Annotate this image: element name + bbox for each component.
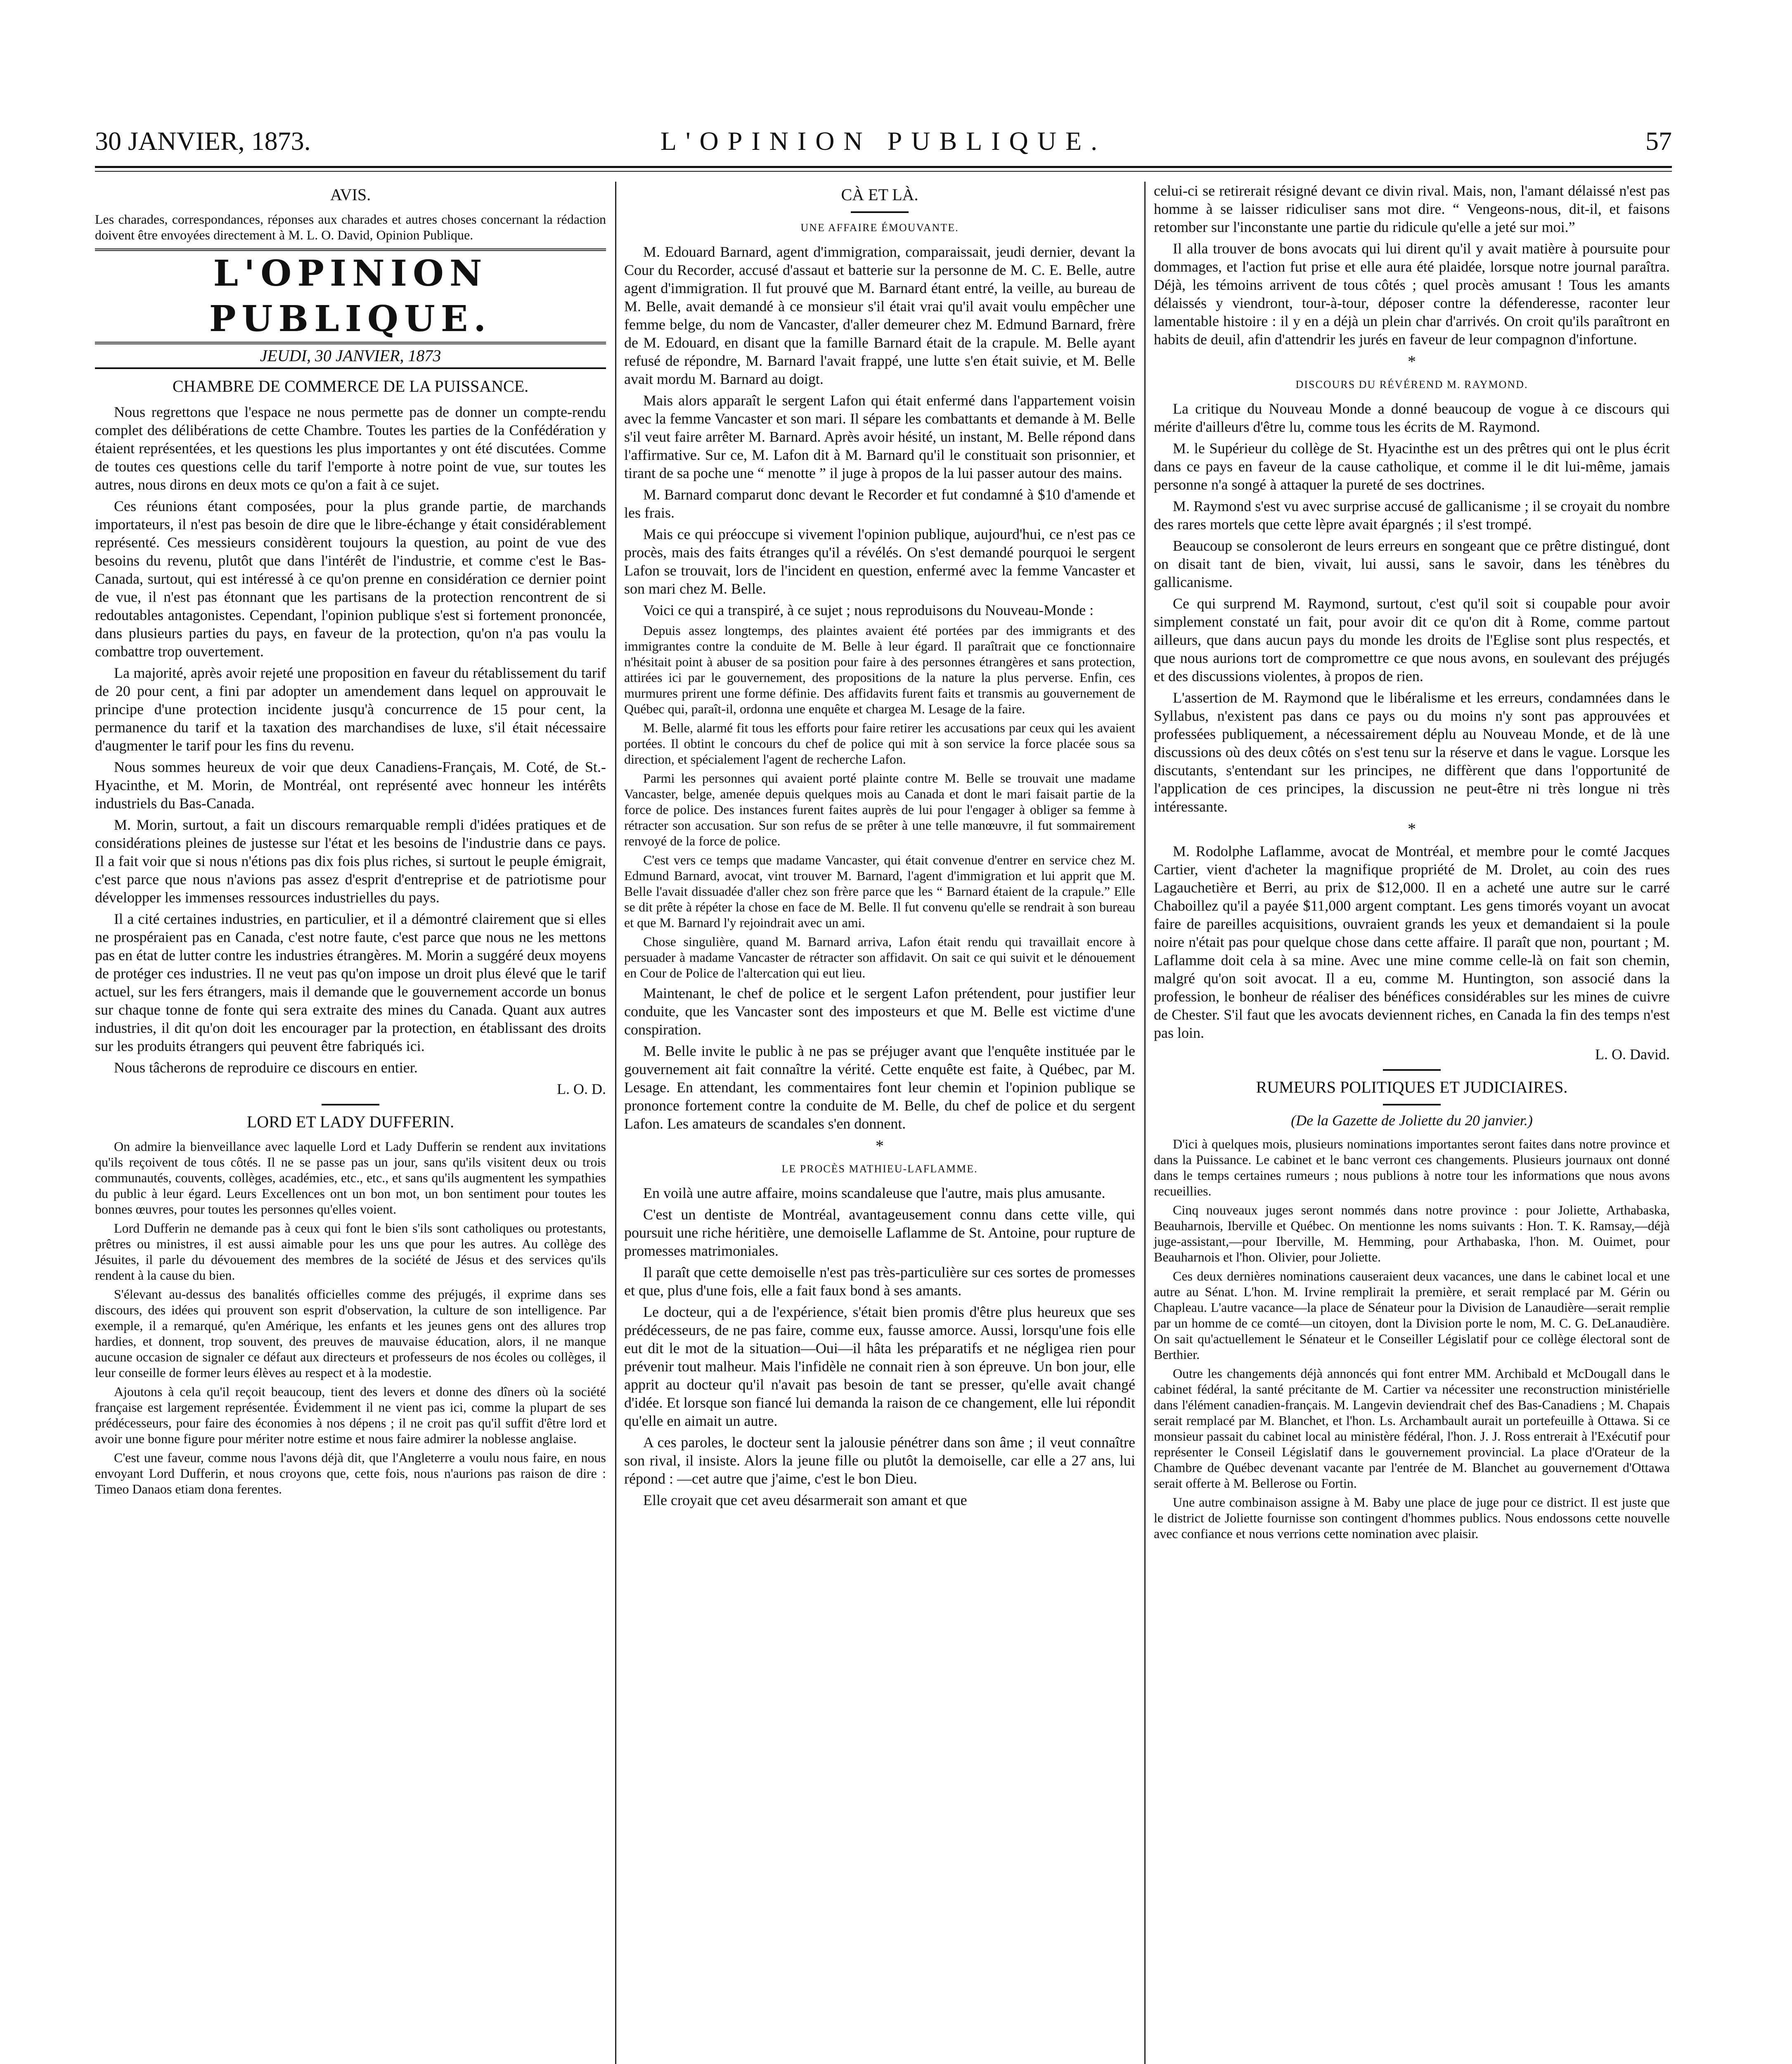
article-title: CÀ ET LÀ. (841, 185, 918, 204)
article-title: RUMEURS POLITIQUES ET JUDICIAIRES. (1256, 1078, 1568, 1096)
paragraph: Voici ce qui a transpiré, à ce sujet ; nous reproduisons du Nouveau-Monde : (643, 602, 1094, 618)
paragraph: M. Raymond s'est vu avec surprise accusé de gallicanisme ; il se croyait du nombre des rares mortels que cette lèpre avait épargnés ; il s'est trompé. (1154, 498, 1670, 533)
column-2 (624, 182, 1135, 1512)
header-date: 30 JANVIER, 1873. (95, 126, 311, 156)
paragraph: Nous sommes heureux de voir que deux Canadiens-Français, M. Coté, de St.-Hyacinthe, et M. Morin, de Montréal, ont représenté avec honneur les intérêts industriels du Bas-Canada. (95, 759, 606, 812)
avis-notice (95, 184, 606, 243)
paragraph: La majorité, après avoir rejeté une proposition en faveur du rétablissement du tarif de 20 pour cent, a fini par adopter un amendement dans lequel on approuvait le principe d'une protection incidente jusqu'à concurrence de 15 pour cent, la permanence du tarif et la taxation des marchandises de luxe, s'il était nécessaire d'augmenter le tarif pour les fins du revenu. (95, 665, 606, 754)
avis-title: AVIS. (330, 185, 371, 204)
paragraph: A ces paroles, le docteur sent la jalousie pénétrer dans son âme ; il veut connaître son rival, il insiste. Alors la jeune fille ou plutôt la demoiselle, car elle a 27 ans, lui répond : —cet autre que j'aime, c'est le bon Dieu. (624, 1434, 1135, 1487)
paragraph: Outre les changements déjà annoncés qui font entrer MM. Archibald et McDougall dans le cabinet fédéral, la santé précitante de M. Cartier va nécessiter une reconstruction ministérielle dans l'élément canadien-français. M. Langevin deviendrait chef des Bas-Canadiens ; M. Chapais serait remplacé par M. Blanchet, et l'hon. Ls. Archambault aurait un portefeuille à Ottawa. Si ce monsieur passait du cabinet local au ministère fédéral, l'hon. J. J. Ross entrerait à l'Exécutif pour représenter le Conseil Législatif dans le gouvernement provincial. La place d'Orateur de la Chambre de Québec devenant vacante par l'entrée de M. Blanchet au gouvernement d'Ottawa serait offerte à M. Bellerose ou Fortin. (1154, 1366, 1670, 1491)
section-stars: * (1408, 819, 1416, 838)
signature: L. O. D. (557, 1081, 606, 1097)
paragraph: C'est une faveur, comme nous l'avons déjà dit, que l'Angleterre a voulu nous faire, en nous envoyant Lord Dufferin, et nous croyons que, cette fois, nous n'aurions pas raison de dire : Timeo Danaos etiam dona ferentes. (95, 1450, 606, 1496)
paragraph: Mais alors apparaît le sergent Lafon qui était enfermé dans l'appartement voisin avec la femme Vancaster et son mari. Il sépare les combattants et demande à M. Belle s'il veut faire arrêter M. Barnard. Après avoir hésité, un instant, M. Belle répond dans l'affirmative. Sur ce, M. Lafon dit à M. Barnard qu'il le constituait son prisonnier, et tirant de sa poche une “ menotte ” il juge à propos de la lui passer autour des mains. (624, 392, 1135, 481)
paragraph: M. le Supérieur du collège de St. Hyacinthe est un des prêtres qui ont le plus écrit dans ce pays en faveur de la cause catholique, et comme il le dit lui-même, jamais personne n'a songé à attaquer la pureté de ses doctrines. (1154, 440, 1670, 493)
quoted-paragraph: Parmi les personnes qui avaient porté plainte contre M. Belle se trouvait une madame Vancaster, belge, amenée depuis quelques mois au Canada et dont le mari faisait partie de la force de police. Des instances furent faites auprès de lui pour l'engager à obliger sa femme à rétracter son accusation. Sur son refus de se prêter à une telle manœuvre, il fut sommairement renvoyé de la force de police. (624, 771, 1135, 848)
paragraph: Elle croyait que cet aveu désarmerait son amant et que (643, 1492, 967, 1508)
paragraph: Maintenant, le chef de police et le sergent Lafon prétendent, pour justifier leur conduite, que les Vancaster sont des imposteurs et que M. Belle est victime d'une conspiration. (624, 985, 1135, 1038)
separator-rule (1383, 1069, 1441, 1071)
source-dateline: (De la Gazette de Joliette du 20 janvier.) (1291, 1112, 1533, 1129)
column-1 (95, 182, 606, 1500)
paragraph: La critique du Nouveau Monde a donné beaucoup de vogue à ce discours qui mérite d'ailleurs d'être lu, comme tous les écrits de M. Raymond. (1154, 400, 1670, 435)
article-title: CHAMBRE DE COMMERCE DE LA PUISSANCE. (172, 377, 529, 395)
paragraph: Il alla trouver de bons avocats qui lui dirent qu'il y avait matière à poursuite pour dommages, et l'action fut prise et elle aura été plaidée, lorsque notre journal paraîtra. Déjà, les témoins arrivent de tous côtés ; quel procès amusant ! Tous les amants délaissés y viendront, tour-à-tour, déposer contre la défenderesse, raconter leur lamentable histoire : il y en a déjà un plein char d'arrivés. On croit qu'ils paraîtront en habits de deuil, afin d'attendrir les jurés en faveur de leur compagnon d'infortune. (1154, 240, 1670, 348)
paragraph: Il paraît que cette demoiselle n'est pas très-particulière sur ces sortes de promesses et que, plus d'une fois, elle a fait faux bond à ses amants. (624, 1264, 1135, 1299)
paragraph: celui-ci se retirerait résigné devant ce divin rival. Mais, non, l'amant délaissé n'est pas homme à se laisser ridiculiser sans mot dire. “ Vengeons-nous, dit-il, et faisons retomber sur l'inconstante une partie du ridicule qu'elle a jeté sur moi.” (1154, 182, 1670, 235)
paragraph: Cinq nouveaux juges seront nommés dans notre province : pour Joliette, Arthabaska, Beauharnois, Iberville et Québec. On mentionne les noms suivants : Hon. T. K. Ramsay,—déjà juge-assistant,—pour Iberville, M. Hemming, pour Arthabaska, l'hon. M. Ouimet, pour Beauharnois et l'hon. Olivier, pour Joliette. (1154, 1202, 1670, 1264)
page-header (95, 121, 1672, 166)
paragraph: M. Barnard comparut donc devant le Recorder et fut condamné à $10 d'amende et les frais. (624, 486, 1135, 521)
paragraph: Nous regrettons que l'espace ne nous permette pas de donner un compte-rendu complet des délibérations de cette Chambre. Toutes les parties de la Confédération y étaient représentées, et les questions les plus importantes y ont été discutées. Comme de toutes ces questions celle du tarif l'emporte à notre point de vue, sur toutes les autres, nous dirons en deux mots ce qu'on a fait à ce sujet. (95, 404, 606, 493)
paragraph: Ces réunions étant composées, pour la plus grande partie, de marchands importateurs, il n'est pas besoin de dire que le libre-échange y était considérablement représenté. Ces messieurs considèrent toujours la question, au point de vue des besoins du revenu, plutôt que dans l'intérêt de l'industrie, et comme c'est le Bas-Canada, surtout, qui est intéressé à ce qu'on prenne en considération ce dernier point de vue, il n'est pas étonnant que les partisans de la protection rencontrent de si redoutables antagonistes. Cependant, l'opinion publique s'est si fortement prononcée, dans plusieurs parties du pays, en faveur de la protection, qu'on n'a pas voulu la combattre trop ouvertement. (95, 498, 606, 660)
paragraph: L'assertion de M. Raymond que le libéralisme et les erreurs, condamnées dans le Syllabus, n'existent pas dans ce pays ou du moins n'y sont pas approuvées et professées publiquement, a nécessairement déplu au Nouveau Monde, et de là une discussions où des deux côtés on s'est tenu sur la réserve et dans le vague. Lorsque les discutants, s'entendant sur les principes, ne diffèrent que dans l'opportunité de l'application de ces principes, la discussion ne peut-être ni très longue ni très intéressante. (1154, 689, 1670, 815)
article-title: LORD ET LADY DUFFERIN. (246, 1112, 455, 1131)
section-stars: * (876, 1136, 884, 1155)
paragraph: D'ici à quelques mois, plusieurs nominations importantes seront faites dans notre province et dans la Puissance. Le cabinet et le banc verront ces changements. Plusieurs journaux ont donné dans le temps certaines rumeurs ; nous publions à notre tour les informations que nous avons recueillies. (1154, 1136, 1670, 1198)
masthead: L'OPINION PUBLIQUE. (95, 249, 606, 344)
paragraph: Lord Dufferin ne demande pas à ceux qui font le bien s'ils sont catholiques ou protestants, prêtres ou ministres, il est aussi aimable pour les uns que pour les autres. Au collège des Jésuites, il parle du dévouement des membres de la société de Jésus et des services qu'ils rendent à la cause du bien. (95, 1221, 606, 1283)
section-subtitle: LE PROCÈS MATHIEU-LAFLAMME. (781, 1163, 978, 1175)
section-subtitle: DISCOURS DU RÉVÉREND M. RAYMOND. (1295, 379, 1528, 391)
section-subtitle: UNE AFFAIRE ÉMOUVANTE. (800, 222, 959, 234)
separator-rule (322, 1104, 379, 1105)
paragraph: S'élevant au-dessus des banalités officielles comme des préjugés, il exprime dans ses discours, des idées qui prouvent son esprit d'observation, la culture de son intelligence. Par exemple, il a remarqué, qu'en Amérique, les enfants et les jeunes gens ont des allures trop hardies, et donnent, trop souvent, des preuves de mauvaise éducation, alors, il ne manque aucune occasion de signaler ce défaut aux directeurs et professeurs de nos écoles ou collèges, il leur conseille de former leurs élèves au respect et à la modestie. (95, 1287, 606, 1380)
paragraph: Beaucoup se consoleront de leurs erreurs en songeant que ce prêtre distingué, dont on disait tant de bien, vivait, lui aussi, sans le savoir, dans les ténèbres du gallicanisme. (1154, 537, 1670, 590)
column-3 (1154, 182, 1670, 1545)
quoted-paragraph: M. Belle, alarmé fit tous les efforts pour faire retirer les accusations par ceux qui les avaient portées. Il obtint le concours du chef de police qui mit à son service la force placée sous sa direction, et spécialement l'agent de recherche Lafon. (624, 720, 1135, 767)
column-divider (1144, 182, 1146, 2064)
header-title: L'OPINION PUBLIQUE. (660, 126, 1107, 156)
paragraph: On admire la bienveillance avec laquelle Lord et Lady Dufferin se rendent aux invitations qu'ils reçoivent de tous côtés. Il ne se passe pas un jour, sans qu'ils visitent deux ou trois communautés, couvents, collèges, académies, etc., etc., et sans qu'ils augmentent les sympathies du public à leur égard. Leurs Excellences ont un bon mot, un bon sentiment pour toutes les bonnes œuvres, pour toutes les personnes qu'elles voient. (95, 1139, 606, 1217)
column-divider (615, 182, 616, 2064)
quoted-paragraph: Chose singulière, quand M. Barnard arriva, Lafon était rendu qui travaillait encore à persuader à madame Vancaster de rétracter son affidavit. On sait ce qui suivit et le dénouement en Cour de Police de l'altercation qui eut lieu. (624, 934, 1135, 980)
paragraph: Nous tâcherons de reproduire ce discours en entier. (114, 1059, 418, 1076)
paragraph: Mais ce qui préoccupe si vivement l'opinion publique, aujourd'hui, ce n'est pas ce procès, mais des faits étranges qu'il a révélés. On s'est demandé pourquoi le sergent Lafon se trouvait, lors de l'incident en question, enfermé avec la femme Vancaster et son mari chez M. Belle. (624, 526, 1135, 597)
avis-text: Les charades, correspondances, réponses aux charades et autres choses concernant la rédaction doivent être envoyées directement à M. L. O. David, Opinion Publique. (95, 212, 606, 242)
paragraph: Il a cité certaines industries, en particulier, et il a démontré clairement que si elles ne prospéraient pas en Canada, c'est notre faute, c'est parce que nous ne les mettons pas en état de lutter contre les industries étrangères. M. Morin a suggéré deux moyens de protéger ces industries. Il ne veut pas qu'on impose un droit plus élevé que le tarif actuel, sur les fers étrangers, mais il demande que le gouvernement accorde un bonus sur chaque tonne de fonte qui sera extraite des mines du Canada. Quant aux autres industries, il dit qu'on doit les encourager par la protection, en établissant des droits sur les produits étrangers qui peuvent être fabriqués ici. (95, 911, 606, 1054)
quoted-paragraph: C'est vers ce temps que madame Vancaster, qui était convenue d'entrer en service chez M. Edmund Barnard, avocat, vint trouver M. Barnard, l'agent d'immigration et lui apprit que M. Belle l'avait dissuadée d'aller chez son frère parce que les “ Barnard étaient de la crapule.” Elle se dit prête à répéter la chose en face de M. Belle. Il fut convenu qu'elle se rendrait à son bureau et que M. Barnard l'y rejoindrait avec un ami. (624, 852, 1135, 930)
paragraph: Le docteur, qui a de l'expérience, s'était bien promis d'être plus heureux que ses prédécesseurs, de ne pas faire, comme eux, fausse amorce. Aussi, lorsqu'une fois elle eut dit le mot de la situation—Oui—il hâta les préparatifs et ne négligea rien pour prévenir tout malheur. Mais l'infidèle ne connait rien à son épreuve. Un bon jour, elle apprit au docteur qu'il n'avait pas besoin de tant se presser, qu'elle avait changé d'idée. Et lorsque son fiancé lui demanda la raison de ce changement, elle lui répondit qu'elle en aimait un autre. (624, 1304, 1135, 1429)
section-stars: * (1408, 352, 1416, 371)
issue-dateline: JEUDI, 30 JANVIER, 1873 (95, 347, 606, 369)
separator-rule (1383, 1104, 1441, 1105)
paragraph: Ce qui surprend M. Raymond, surtout, c'est qu'il soit si coupable pour avoir simplement constaté un fait, pour avoir dit ce qu'on dit à Rome, comme partout ailleurs, que dans aucun pays du monde les droits de l'Eglise sont plus respectés, et que nous aurions tort de compromettre ce que nous avons, en soulevant des préjugés et des discussions violentes, à propos de rien. (1154, 595, 1670, 684)
paragraph: M. Edouard Barnard, agent d'immigration, comparaissait, jeudi dernier, devant la Cour du Recorder, accusé d'assaut et batterie sur la personne de M. C. E. Belle, autre agent d'immigration. Il fut prouvé que M. Barnard étant entré, la veille, au bureau de M. Belle, avait demandé à ce monsieur s'il était vrai qu'il avait voulu empêcher une femme belge, du nom de Vancaster, d'aller demeurer chez M. Edmund Barnard, frère de M. Edouard, en disant que la famille Barnard était de la crapule. M. Belle ayant refusé de répondre, M. Barnard l'avait frappé, une lutte s'en était suivie, et M. Belle avait mordu M. Barnard au doigt. (624, 244, 1135, 387)
separator-rule (851, 211, 909, 213)
paragraph: M. Belle invite le public à ne pas se préjuger avant que l'enquête instituée par le gouvernement ait fait connaître la vérité. Cette enquête est faite, à Québec, par M. Lesage. En attendant, les commentaires font leur chemin et l'opinion publique se prononce fortement contre la conduite de M. Belle, du chef de police et du sergent Lafon. Les amateurs de scandales s'en donnent. (624, 1043, 1135, 1132)
paragraph: Une autre combinaison assigne à M. Baby une place de juge pour ce district. Il est juste que le district de Joliette fournisse son contingent d'hommes publics. Nous endossons cette nouvelle avec confiance et nous verrions cette nomination avec plaisir. (1154, 1495, 1670, 1541)
paragraph: Ajoutons à cela qu'il reçoit beaucoup, tient des levers et donne des dîners où la société française est largement représentée. Évidemment il ne vient pas ici, comme la plupart de ses prédécesseurs, pour faire des économies à nos dépens ; il ne croit pas qu'il suffit d'être lord et avoir une bonne figure pour mériter notre estime et nous faire admirer la noblesse anglaise. (95, 1384, 606, 1446)
paragraph: M. Morin, surtout, a fait un discours remarquable rempli d'idées pratiques et de considérations pleines de justesse sur l'état et les besoins de l'industrie dans ce pays. Il a fait voir que si nous n'étions pas dix fois plus riches, si surtout le peuple émigrait, c'est parce que nous n'avions pas assez d'esprit d'entreprise et de patriotisme pour développer les immenses ressources industrielles du pays. (95, 817, 606, 906)
paragraph: C'est un dentiste de Montréal, avantageusement connu dans cette ville, qui poursuit une riche héritière, une demoiselle Laflamme de St. Antoine, pour rupture de promesses matrimoniales. (624, 1206, 1135, 1259)
header-rule-thin (95, 171, 1672, 172)
paragraph: M. Rodolphe Laflamme, avocat de Montréal, et membre pour le comté Jacques Cartier, vient d'acheter la magnifique propriété de M. Drolet, au coin des rues Lagauchetière et Berri, au prix de $12,000. Il en a acheté une autre sur le carré Chaboillez qu'il a payée $11,000 argent comptant. Les gens timorés voyant un avocat faire de pareilles acquisitions, ouvraient grands les yeux et demandaient si la poule noire n'était pas pour quelque chose dans cette affaire. Il paraît que non, pourtant ; M. Laflamme doit cela à sa mine. Avec une mine comme celle-là on fait son chemin, malgré qu'on soit avocat. Il a eu, comme M. Huntington, son associé dans la profession, le bonheur de réaliser des bénéfices considérables sur les mines de cuivre de Chester. S'il faut que les avocats deviennent riches, en Canada la fin des temps n'est pas loin. (1154, 843, 1670, 1041)
signature: L. O. David. (1595, 1046, 1670, 1063)
paragraph: En voilà une autre affaire, moins scandaleuse que l'autre, mais plus amusante. (643, 1185, 1106, 1201)
page-number: 57 (1645, 126, 1672, 156)
header-rule (95, 166, 1672, 168)
paragraph: Ces deux dernières nominations causeraient deux vacances, une dans le cabinet local et une autre au Sénat. L'hon. M. Irvine remplirait la première, et serait remplacé par M. Gérin ou Chapleau. L'autre vacance—la place de Sénateur pour la Division de Lanaudière—serait remplie par un homme de ce comté—un citoyen, dont la Division porte le nom, M. C. G. DeLanaudière. On sait qu'actuellement le Sénateur et le Conseiller Législatif pour ce collège électoral sont de Berthier. (1154, 1269, 1670, 1362)
quoted-paragraph: Depuis assez longtemps, des plaintes avaient été portées par des immigrants et des immigrantes contre la conduite de M. Belle à leur égard. Il paraîtrait que ce fonctionnaire n'hésitait point à abuser de sa position pour faire à des personnes étrangères et sans protection, attirées ici par le gouvernement, des propositions de la nature la plus perverse. Enfin, ces murmures prirent une forme définie. Des affidavits furent faits et transmis au gouvernement de Québec qui, paraît-il, ordonna une enquête et chargea M. Lesage de la faire. (624, 623, 1135, 716)
